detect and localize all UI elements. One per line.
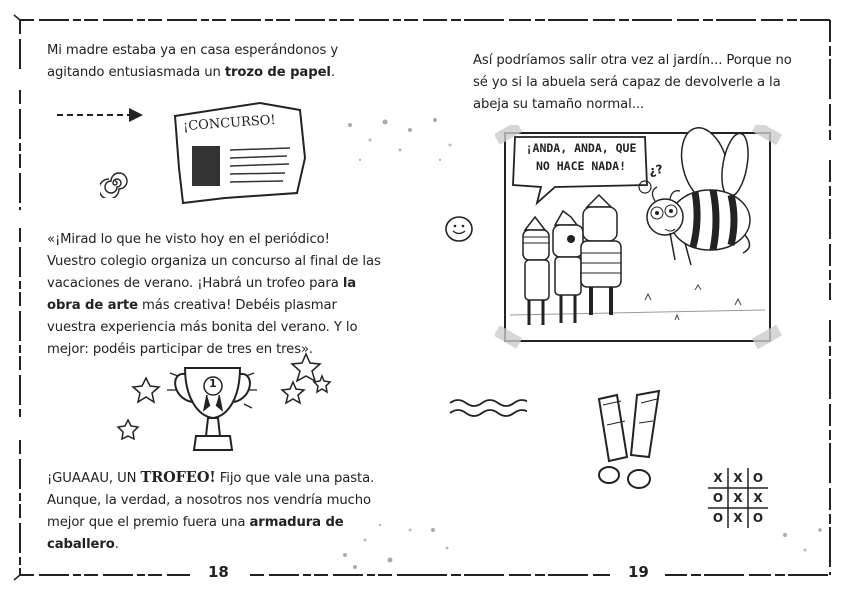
- tic-tac-toe-grid: [708, 468, 768, 528]
- ttt-cell: O: [752, 511, 764, 525]
- star-icon: [314, 376, 330, 392]
- exclamation-marks-icon: [587, 385, 697, 500]
- trophy-illustration: [110, 350, 340, 460]
- spiral-icon: [100, 168, 130, 198]
- paragraph-mother-quote: «¡Mirad lo que he visto hoy en el periódico! Vuestro colegio organiza un concurso al final de las vacaciones de verano. ¡Habrá un trofeo para la obra de arte más creativa! Debéis plasmar vuestra experiencia más bonita del verano. Y lo mejor: podéis participar de tres en tres».: [47, 232, 381, 357]
- right-page: [425, 0, 850, 595]
- page-number-left: 18: [208, 563, 229, 581]
- speckle-decoration: [775, 520, 835, 575]
- ttt-cell: O: [712, 491, 724, 505]
- star-icon: [282, 382, 304, 403]
- paragraph-trophy: ¡GUAAAU, UN TROFEO! Fijo que vale una pasta. Aunque, la verdad, a nosotros nos vendría mucho mejor que el premio fuera una armadura de caballero.: [47, 469, 375, 552]
- paragraph-intro: Mi madre estaba ya en casa esperándonos y agitando entusiasmada un trozo de papel.: [47, 43, 339, 80]
- newspaper-headline: ¡CONCURSO!: [182, 112, 277, 135]
- wave-lines-icon: [447, 395, 527, 425]
- speckle-decoration: [330, 110, 425, 180]
- ttt-cell: O: [752, 471, 764, 485]
- ttt-cell: X: [733, 511, 743, 525]
- ttt-cell: X: [733, 471, 743, 485]
- speckle-decoration: [330, 515, 425, 575]
- speckle-decoration: [425, 105, 485, 175]
- smiley-coin-icon: [443, 214, 475, 244]
- trophy-number: 1: [209, 377, 217, 390]
- page-number-right: 19: [628, 563, 649, 581]
- ttt-cell: X: [713, 471, 723, 485]
- star-icon: [133, 378, 159, 402]
- dashed-arrow-icon: [55, 105, 155, 125]
- ttt-cell: O: [712, 511, 724, 525]
- star-icon: [118, 420, 138, 439]
- paragraph-garden: Así podríamos salir otra vez al jardín... Porque no sé yo si la abuela será capaz de devolverle a la abeja su tamaño normal...: [473, 53, 792, 112]
- speckle-decoration: [425, 510, 485, 570]
- star-icon: [292, 354, 320, 381]
- speech-bubble-text: ¡ANDA, ANDA, QUE NO HACE NADA!: [525, 141, 637, 173]
- ttt-cell: X: [733, 491, 743, 505]
- ttt-cell: X: [753, 491, 763, 505]
- bee-question-marks: ¿?: [647, 161, 665, 179]
